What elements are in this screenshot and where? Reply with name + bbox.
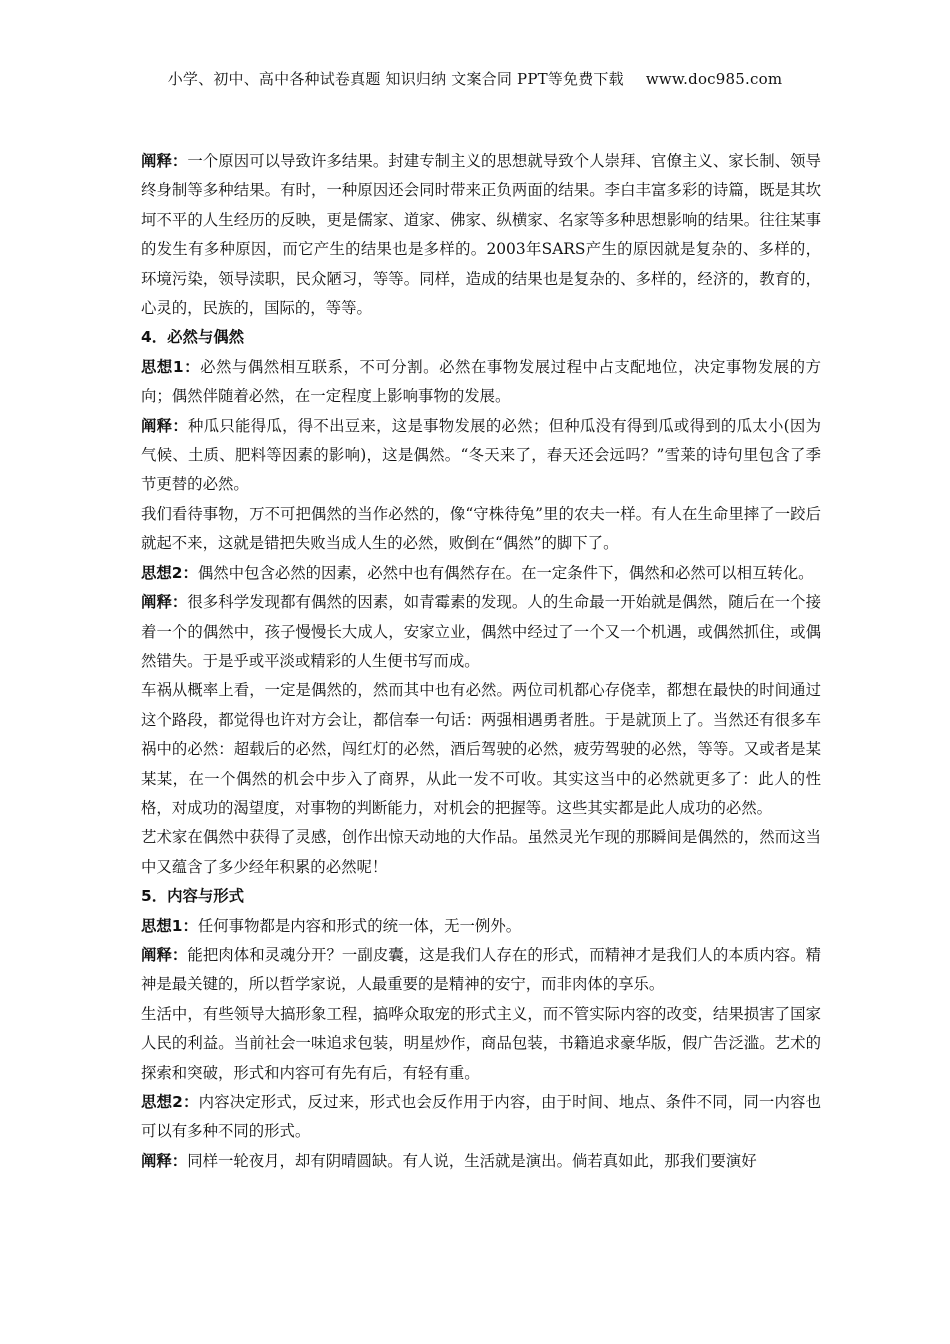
paragraph-5 bbox=[141, 559, 821, 588]
paragraph-label: 阐释： bbox=[141, 1151, 188, 1170]
paragraph-text: 偶然中包含必然的因素，必然中也有偶然存在。在一定条件下，偶然和必然可以相互转化。 bbox=[197, 563, 814, 582]
paragraph-10 bbox=[141, 941, 821, 1000]
document-body bbox=[141, 147, 821, 1176]
paragraph-label: 思想1： bbox=[141, 357, 201, 376]
paragraph-text: 内容决定形式，反过来，形式也会反作用于内容，由于时间、地点、条件不同，同一内容也可以有多种不同的形式。 bbox=[141, 1093, 821, 1141]
paragraph-6 bbox=[141, 588, 821, 676]
paragraph-12 bbox=[141, 1088, 821, 1147]
paragraph-text: 一个原因可以导致许多结果。封建专制主义的思想就导致个人崇拜、官僚主义、家长制、领导终身制等多种结果。有时，一种原因还会同时带来正负两面的结果。李白丰富多彩的诗篇，既是其坎坷不平的人生经历的反映，更是儒家、道家、佛家、纵横家、名家等多种思想影响的结果。往往某事的发生有多种原因，而它产生的结果也是多样的。2003年SARS产生的原因就是复杂的、多样的，环境污染，领导渎职，民众陋习，等等。同样，造成的结果也是复杂的、多样的，经济的，教育的，心灵的，民族的，国际的，等等。 bbox=[141, 152, 821, 318]
paragraph-label: 思想2： bbox=[141, 1093, 199, 1111]
paragraph-label: 阐释： bbox=[141, 593, 188, 612]
paragraph-8: 艺术家在偶然中获得了灵感，创作出惊天动地的大作品。虽然灵光乍现的那瞬间是偶然的，然而这当中又蕴含了多少经年积累的必然呢！ bbox=[141, 828, 821, 876]
paragraph-11: 生活中，有些领导大搞形象工程，搞哗众取宠的形式主义，而不管实际内容的改变，结果损害了国家人民的利益。当前社会一味追求包装，明星炒作，商品包装，书籍追求豪华版，假广告泛滥。艺术的探索和突破，形式和内容可有先有后，有轻有重。 bbox=[141, 1004, 821, 1082]
paragraph-3 bbox=[141, 412, 821, 500]
header-text: 小学、初中、高中各种试卷真题 知识归纳 文案合同 PPT等免费下载 bbox=[167, 70, 624, 88]
paragraph-label: 思想2： bbox=[141, 563, 198, 582]
paragraph-text: 必然与偶然相互联系，不可分割。必然在事物发展过程中占支配地位，决定事物发展的方向；偶然伴随着必然，在一定程度上影响事物的发展。 bbox=[141, 357, 821, 406]
paragraph-2 bbox=[141, 353, 821, 412]
paragraph-label: 阐释： bbox=[141, 152, 188, 170]
paragraph-label: 阐释： bbox=[141, 945, 188, 964]
paragraph-text: 很多科学发现都有偶然的因素，如青霉素的发现。人的生命最一开始就是偶然，随后在一个接着一个的偶然中，孩子慢慢长大成人，安家立业，偶然中经过了一个又一个机遇，或偶然抓住，或偶然错失。于是乎或平淡或精彩的人生便书写而成。 bbox=[141, 593, 821, 670]
header-url[interactable]: www.doc985.com bbox=[645, 70, 783, 88]
section-heading-5: 5．内容与形式 bbox=[141, 887, 245, 906]
paragraph-label: 阐释： bbox=[141, 416, 189, 435]
paragraph-13 bbox=[141, 1147, 821, 1176]
paragraph-text: 任何事物都是内容和形式的统一体，无一例外。 bbox=[197, 916, 522, 935]
paragraph-9 bbox=[141, 912, 821, 941]
paragraph-label: 思想1： bbox=[141, 916, 198, 935]
paragraph-text: 同样一轮夜月，却有阴晴圆缺。有人说，生活就是演出。倘若真如此，那我们要演好 bbox=[187, 1151, 757, 1170]
paragraph-7: 车祸从概率上看，一定是偶然的，然而其中也有必然。两位司机都心存侥幸，都想在最快的时间通过这个路段，都觉得也许对方会让，都信奉一句话：两强相遇勇者胜。于是就顶上了。当然还有很多车祸中的必然：超载后的必然，闯红灯的必然，酒后驾驶的必然，疲劳驾驶的必然，等等。又或者是某某某，在一个偶然的机会中步入了商界，从此一发不可收。其实这当中的必然就更多了：此人的性格，对成功的渴望度，对事物的判断能力，对机会的把握等。这些其实都是此人成功的必然。 bbox=[141, 681, 821, 817]
paragraph-text: 种瓜只能得瓜，得不出豆来，这是事物发展的必然；但种瓜没有得到瓜或得到的瓜太小(因为气候、土质、肥料等因素的影响)，这是偶然。“冬天来了，春天还会远吗？”雪莱的诗句里包含了季节更替的必然。 bbox=[141, 416, 821, 494]
page-header bbox=[0, 68, 950, 89]
paragraph-text: 能把肉体和灵魂分开？一副皮囊，这是我们人存在的形式，而精神才是我们人的本质内容。精神是最关键的，所以哲学家说，人最重要的是精神的安宁，而非肉体的享乐。 bbox=[141, 945, 821, 994]
paragraph-4: 我们看待事物，万不可把偶然的当作必然的，像“守株待兔”里的农夫一样。有人在生命里摔了一跤后就起不来，这就是错把失败当成人生的必然，败倒在“偶然”的脚下了。 bbox=[141, 504, 821, 553]
paragraph-1 bbox=[141, 147, 821, 323]
section-heading-4: 4．必然与偶然 bbox=[141, 328, 245, 347]
